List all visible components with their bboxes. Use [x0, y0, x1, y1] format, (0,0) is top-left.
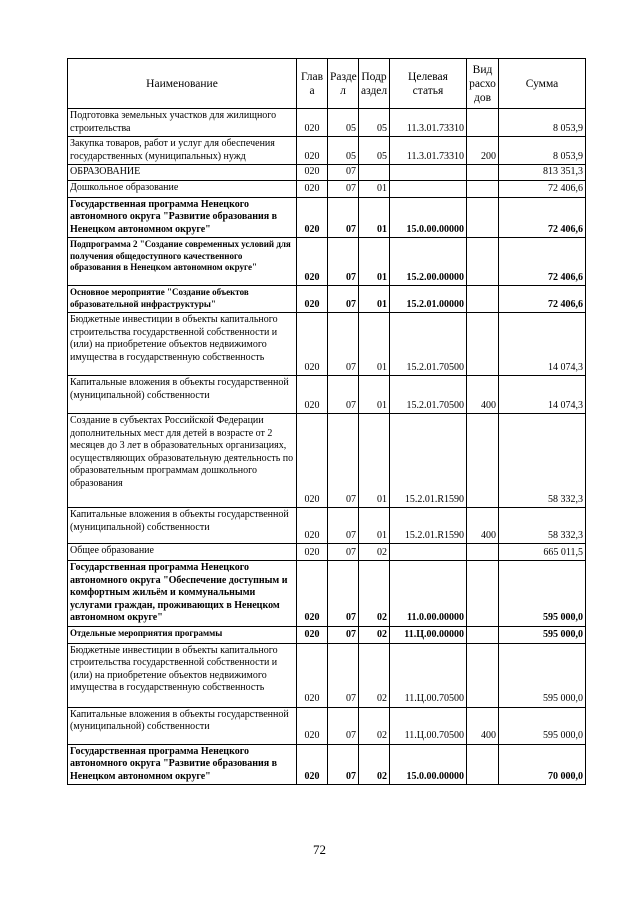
cell-podrazdel: 01	[359, 376, 390, 414]
cell-vid	[467, 544, 499, 561]
header-statya: Целевая статья	[390, 59, 467, 109]
cell-summa: 595 000,0	[499, 643, 586, 707]
cell-vid	[467, 165, 499, 181]
cell-glava: 020	[297, 109, 328, 137]
cell-razdel: 07	[328, 643, 359, 707]
cell-vid: 400	[467, 707, 499, 744]
cell-name: Капитальные вложения в объекты государственной (муниципальной) собственности	[68, 508, 297, 544]
header-name: Наименование	[68, 59, 297, 109]
cell-statya: 11.Ц.00.70500	[390, 643, 467, 707]
cell-statya: 11.3.01.73310	[390, 137, 467, 165]
cell-razdel: 05	[328, 109, 359, 137]
cell-podrazdel: 05	[359, 137, 390, 165]
cell-name: Государственная программа Ненецкого автономного округа "Развитие образования в Ненецком автономном округе"	[68, 744, 297, 785]
cell-podrazdel: 01	[359, 508, 390, 544]
cell-summa: 58 332,3	[499, 414, 586, 508]
cell-glava: 020	[297, 313, 328, 376]
cell-name: Подпрограмма 2 "Создание современных условий для получения общедоступного качественного образования в Ненецком автономном округе"	[68, 238, 297, 286]
table-row	[68, 137, 586, 165]
cell-glava: 020	[297, 561, 328, 627]
cell-statya: 15.2.01.70500	[390, 376, 467, 414]
cell-vid: 400	[467, 508, 499, 544]
cell-vid	[467, 744, 499, 785]
cell-podrazdel: 02	[359, 707, 390, 744]
cell-razdel: 07	[328, 561, 359, 627]
cell-statya	[390, 165, 467, 181]
header-glava: Глав а	[297, 59, 328, 109]
cell-name: Капитальные вложения в объекты государственной (муниципальной) собственности	[68, 707, 297, 744]
table-row	[68, 313, 586, 376]
header-razdel: Разде л	[328, 59, 359, 109]
cell-name: Общее образование	[68, 544, 297, 561]
cell-razdel: 07	[328, 544, 359, 561]
cell-podrazdel: 02	[359, 643, 390, 707]
cell-statya: 15.2.00.00000	[390, 238, 467, 286]
cell-razdel: 07	[328, 744, 359, 785]
cell-statya: 15.0.00.00000	[390, 197, 467, 238]
cell-podrazdel: 01	[359, 180, 390, 197]
cell-glava: 020	[297, 197, 328, 238]
cell-name: Бюджетные инвестиции в объекты капитального строительства государственной собственности и (или) на приобретение объектов недвижимого имущества в государственную собственность	[68, 313, 297, 376]
cell-razdel: 07	[328, 508, 359, 544]
table-header-row	[68, 59, 586, 109]
cell-vid	[467, 238, 499, 286]
cell-glava: 020	[297, 707, 328, 744]
table-row	[68, 197, 586, 238]
table-row	[68, 508, 586, 544]
cell-summa: 665 011,5	[499, 544, 586, 561]
cell-summa: 8 053,9	[499, 109, 586, 137]
cell-razdel: 07	[328, 180, 359, 197]
cell-glava: 020	[297, 137, 328, 165]
cell-summa: 14 074,3	[499, 313, 586, 376]
cell-statya: 15.2.01.R1590	[390, 508, 467, 544]
cell-podrazdel: 02	[359, 544, 390, 561]
cell-summa: 72 406,6	[499, 286, 586, 313]
cell-name: Государственная программа Ненецкого автономного округа "Обеспечение доступным и комфортным жильём и коммунальными услугами граждан, проживающих в Ненецком автономном округе"	[68, 561, 297, 627]
cell-summa: 813 351,3	[499, 165, 586, 181]
cell-vid: 400	[467, 376, 499, 414]
table-row	[68, 643, 586, 707]
cell-glava: 020	[297, 626, 328, 643]
cell-podrazdel: 01	[359, 313, 390, 376]
cell-summa: 58 332,3	[499, 508, 586, 544]
cell-summa: 595 000,0	[499, 707, 586, 744]
cell-vid	[467, 180, 499, 197]
cell-podrazdel: 01	[359, 414, 390, 508]
cell-glava: 020	[297, 376, 328, 414]
table-body	[68, 109, 586, 785]
cell-summa: 8 053,9	[499, 137, 586, 165]
cell-name: Закупка товаров, работ и услуг для обеспечения государственных (муниципальных) нужд	[68, 137, 297, 165]
cell-razdel: 07	[328, 313, 359, 376]
cell-vid	[467, 313, 499, 376]
cell-vid	[467, 109, 499, 137]
cell-statya: 11.3.01.73310	[390, 109, 467, 137]
cell-glava: 020	[297, 508, 328, 544]
header-podrazdel: Подр аздел	[359, 59, 390, 109]
cell-podrazdel	[359, 165, 390, 181]
cell-glava: 020	[297, 286, 328, 313]
cell-name: Капитальные вложения в объекты государственной (муниципальной) собственности	[68, 376, 297, 414]
cell-podrazdel: 01	[359, 238, 390, 286]
cell-glava: 020	[297, 544, 328, 561]
page-number: 72	[313, 842, 326, 857]
cell-summa: 595 000,0	[499, 626, 586, 643]
table-row	[68, 414, 586, 508]
cell-vid	[467, 626, 499, 643]
cell-razdel: 05	[328, 137, 359, 165]
table-row	[68, 238, 586, 286]
header-summa: Сумма	[499, 59, 586, 109]
cell-podrazdel: 02	[359, 744, 390, 785]
budget-table	[67, 58, 586, 785]
cell-name: ОБРАЗОВАНИЕ	[68, 165, 297, 181]
cell-statya: 15.2.01.00000	[390, 286, 467, 313]
cell-name: Бюджетные инвестиции в объекты капитального строительства государственной собственности и (или) на приобретение объектов недвижимого имущества в государственную собственность	[68, 643, 297, 707]
budget-sheet	[67, 58, 586, 785]
table-row	[68, 707, 586, 744]
cell-summa: 595 000,0	[499, 561, 586, 627]
cell-statya: 15.2.01.R1590	[390, 414, 467, 508]
table-row	[68, 180, 586, 197]
table-row	[68, 286, 586, 313]
cell-podrazdel: 02	[359, 626, 390, 643]
cell-statya: 11.Ц.00.00000	[390, 626, 467, 643]
cell-razdel: 07	[328, 197, 359, 238]
table-row	[68, 561, 586, 627]
cell-razdel: 07	[328, 286, 359, 313]
cell-podrazdel: 05	[359, 109, 390, 137]
cell-name: Государственная программа Ненецкого автономного округа "Развитие образования в Ненецком автономном округе"	[68, 197, 297, 238]
cell-summa: 72 406,6	[499, 197, 586, 238]
cell-statya	[390, 544, 467, 561]
cell-statya	[390, 180, 467, 197]
cell-podrazdel: 01	[359, 197, 390, 238]
table-row	[68, 626, 586, 643]
cell-vid	[467, 414, 499, 508]
table-row	[68, 109, 586, 137]
cell-statya: 15.2.01.70500	[390, 313, 467, 376]
cell-vid	[467, 561, 499, 627]
cell-vid	[467, 286, 499, 313]
cell-name: Основное мероприятие "Создание объектов образовательной инфраструктуры"	[68, 286, 297, 313]
cell-glava: 020	[297, 643, 328, 707]
cell-razdel: 07	[328, 626, 359, 643]
cell-razdel: 07	[328, 376, 359, 414]
cell-statya: 15.0.00.00000	[390, 744, 467, 785]
cell-glava: 020	[297, 165, 328, 181]
cell-statya: 11.Ц.00.70500	[390, 707, 467, 744]
cell-name: Подготовка земельных участков для жилищного строительства	[68, 109, 297, 137]
cell-summa: 70 000,0	[499, 744, 586, 785]
cell-razdel: 07	[328, 165, 359, 181]
cell-glava: 020	[297, 180, 328, 197]
cell-razdel: 07	[328, 414, 359, 508]
cell-vid	[467, 197, 499, 238]
cell-razdel: 07	[328, 238, 359, 286]
cell-name: Создание в субъектах Российской Федерации дополнительных мест для детей в возрасте от 2 месяцев до 3 лет в образовательных организациях, осуществляющих образовательную деятельность по образовательным программам дошкольного образования	[68, 414, 297, 508]
cell-razdel: 07	[328, 707, 359, 744]
table-row	[68, 744, 586, 785]
header-vid: Вид расхо дов	[467, 59, 499, 109]
table-row	[68, 376, 586, 414]
cell-summa: 72 406,6	[499, 180, 586, 197]
cell-vid	[467, 643, 499, 707]
table-row	[68, 165, 586, 181]
cell-glava: 020	[297, 414, 328, 508]
cell-glava: 020	[297, 238, 328, 286]
cell-vid: 200	[467, 137, 499, 165]
cell-name: Отдельные мероприятия программы	[68, 626, 297, 643]
cell-podrazdel: 01	[359, 286, 390, 313]
cell-name: Дошкольное образование	[68, 180, 297, 197]
cell-glava: 020	[297, 744, 328, 785]
cell-summa: 72 406,6	[499, 238, 586, 286]
table-row	[68, 544, 586, 561]
cell-podrazdel: 02	[359, 561, 390, 627]
cell-summa: 14 074,3	[499, 376, 586, 414]
cell-statya: 11.0.00.00000	[390, 561, 467, 627]
